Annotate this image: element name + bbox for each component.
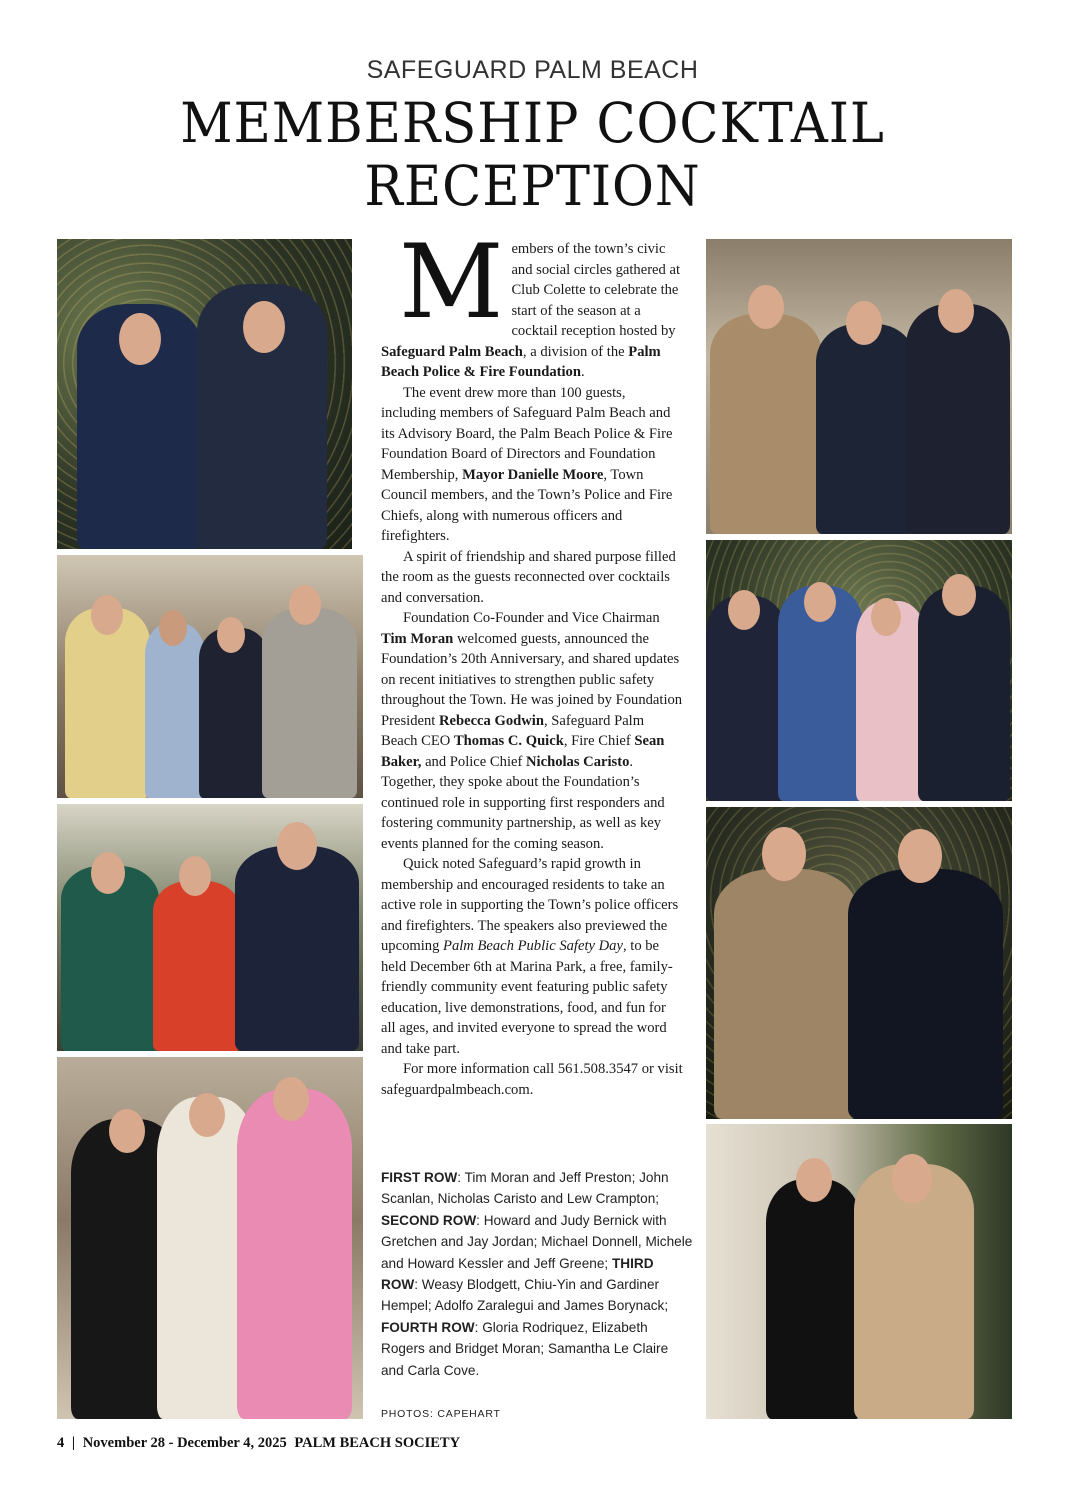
- caption-row-label: THIRD ROW: [381, 1255, 654, 1293]
- paragraph-1: Members of the town’s civic and social circles gathered at Club Colette to celebrate the start of the season at a cocktail reception hosted by Safeguard Palm Beach, a division of the Palm Beach Police & Fire Foundation.: [381, 223, 681, 380]
- paragraph-2: The event drew more than 100 guests, including members of Safeguard Palm Beach and its Advisory Board, the Palm Beach Police & Fire Foundation Board of Directors and Foundation Membership, Mayor Danielle Moore, Town Council members, and the Town’s Police and Fire Chiefs, along with numerous officers and firefighters.: [381, 384, 673, 544]
- org-foundation: Palm Beach Police & Fire Foundation: [381, 343, 661, 380]
- photo-row2-left: [57, 555, 363, 798]
- caption-row-label: FIRST ROW: [381, 1170, 458, 1185]
- paragraph-6: For more information call 561.508.3547 or visit safeguardpalmbeach.com.: [381, 1061, 683, 1098]
- headline: [37, 92, 1027, 218]
- page-number: 4: [57, 1435, 65, 1451]
- photo-row3-left: [57, 804, 363, 1051]
- photo-row1-right: [706, 239, 1012, 534]
- section-kicker: SAFEGUARD PALM BEACH: [366, 56, 699, 84]
- issue-dates: November 28 - December 4, 2025: [82, 1435, 287, 1451]
- photo-row1-left: [57, 239, 352, 549]
- drop-cap: M: [399, 223, 504, 342]
- publication-name: PALM BEACH SOCIETY: [294, 1435, 461, 1451]
- headline-line-2: RECEPTION: [364, 154, 701, 218]
- paragraph-4: Foundation Co-Founder and Vice Chairman Tim Moran welcomed guests, announced the Foundation’s 20th Anniversary, and shared updates on recent initiatives to strengthen public safety throughout the Town. He was joined by Foundation President Rebecca Godwin, Safeguard Palm Beach CEO Thomas C. Quick, Fire Chief Sean Baker, and Police Chief Nicholas Caristo. Together, they spoke about the Foundation’s continued role in supporting first responders and fostering community partnership, as well as key events planned for the coming season.: [381, 610, 683, 852]
- photo-row3-right: [706, 807, 1012, 1119]
- paragraph-3: A spirit of friendship and shared purpose filled the room as the guests reconnected over cocktails and conversation.: [381, 548, 676, 606]
- photo-row2-right: [706, 540, 1012, 801]
- article-body: [381, 223, 683, 1100]
- paragraph-5: Quick noted Safeguard’s rapid growth in membership and encouraged residents to take an active role in supporting the Town’s police officers and firefighters. The speakers also previewed the upcoming Palm Beach Public Safety Day, to be held December 6th at Marina Park, a free, family-friendly community event featuring public safety education, live demonstrations, food, and fun for all ages, and invited everyone to spread the word and take part.: [381, 856, 679, 1057]
- caption-row-label: SECOND ROW: [381, 1212, 477, 1228]
- footer-separator: |: [71, 1435, 76, 1451]
- photo-captions: FIRST ROW: Tim Moran and Jeff Preston; John Scanlan, Nicholas Caristo and Lew Crampton; SECOND ROW: Howard and Judy Bernick with Gretchen and Jay Jordan; Michael Donnell, Michele and Howard Kessler and Jeff Greene; THIRD ROW: Weasy Blodgett, Chiu-Yin and Gardiner Hempel; Adolfo Zaralegui and James Borynack; FOURTH ROW: Gloria Rodriquez, Elizabeth Rogers and Bridget Moran; Samantha Le Claire and Carla Cove.: [381, 1170, 693, 1378]
- photo-credit: PHOTOS: CAPEHART: [381, 1408, 501, 1420]
- photo-row4-right: [706, 1124, 1012, 1419]
- photo-row4-left: [57, 1057, 363, 1419]
- page-footer: [57, 1435, 460, 1452]
- caption-row-label: FOURTH ROW: [381, 1319, 475, 1335]
- org-safeguard: Safeguard Palm Beach: [381, 343, 523, 360]
- headline-line-1: MEMBERSHIP COCKTAIL: [180, 91, 885, 155]
